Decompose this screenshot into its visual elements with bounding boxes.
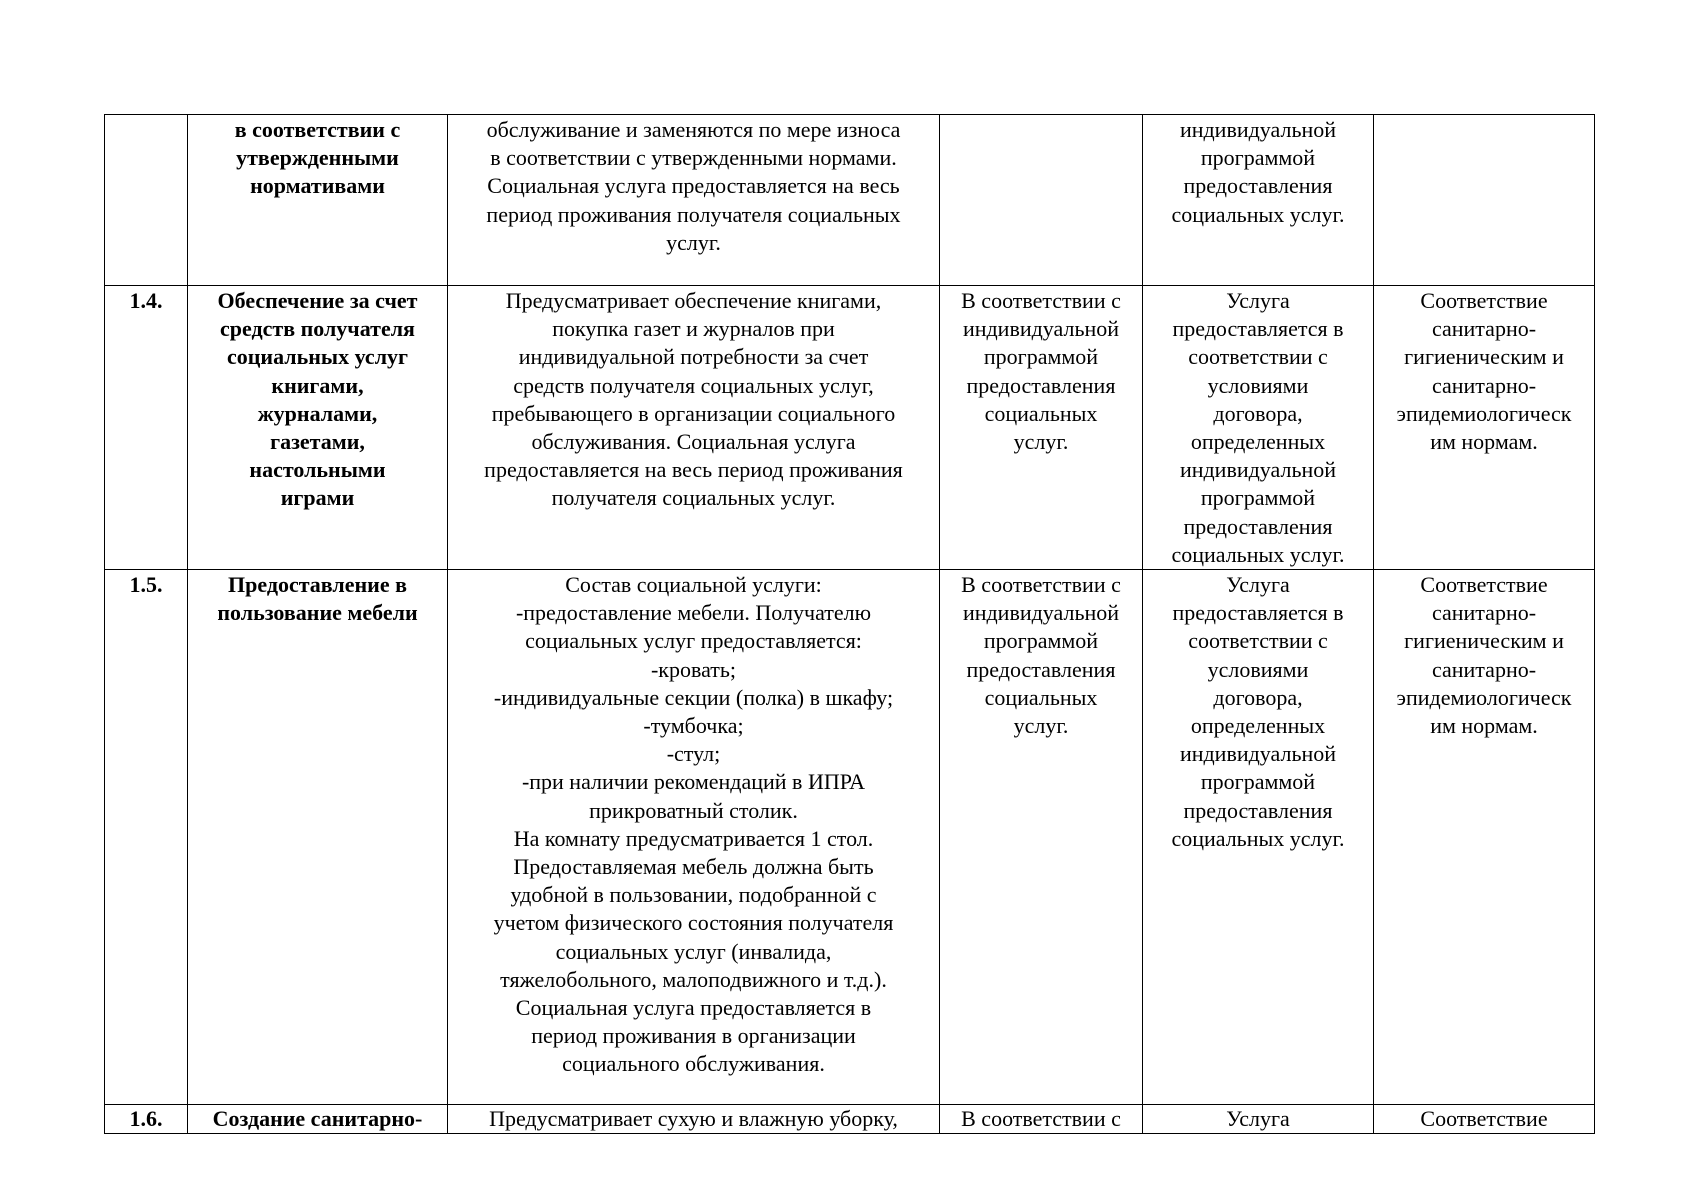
table-row: [105, 570, 1595, 1105]
service-volume: [940, 115, 1143, 286]
service-quality: Соответствие санитарно- гигиеническим и санитарно- эпидемиологическ им нормам.: [1374, 570, 1595, 1105]
service-name: Обеспечение за счет средств получателя социальных услуг книгами, журналами, газетами, настольными играми: [188, 286, 448, 570]
service-name: Создание санитарно-: [188, 1105, 448, 1134]
table-row: [105, 1105, 1595, 1134]
service-quality: [1374, 115, 1595, 286]
service-terms: Услуга: [1143, 1105, 1374, 1134]
service-name: в соответствии с утвержденными нормативами: [188, 115, 448, 286]
service-description: Состав социальной услуги: -предоставление мебели. Получателю социальных услуг предоставляется: -кровать; -индивидуальные секции (полка) в шкафу; -тумбочка; -стул; -при наличии рекомендаций в ИПРА прикроватный столик. На комнату предусматривается 1 стол. Предоставляемая мебель должна быть удобной в пользовании, подобранной с учетом физического состояния получателя социальных услуг (инвалида, тяжелобольного, малоподвижного и т.д.). Социальная услуга предоставляется в период проживания в организации социального обслуживания.: [448, 570, 940, 1105]
service-terms: Услуга предоставляется в соответствии с условиями договора, определенных индивидуальной программой предоставления социальных услуг.: [1143, 286, 1374, 570]
service-terms: Услуга предоставляется в соответствии с условиями договора, определенных индивидуальной программой предоставления социальных услуг.: [1143, 570, 1374, 1105]
service-name: Предоставление в пользование мебели: [188, 570, 448, 1105]
service-volume: В соответствии с индивидуальной программой предоставления социальных услуг.: [940, 570, 1143, 1105]
table-row: [105, 286, 1595, 570]
service-volume: В соответствии с: [940, 1105, 1143, 1134]
service-quality: Соответствие санитарно- гигиеническим и санитарно- эпидемиологическ им нормам.: [1374, 286, 1595, 570]
service-description: обслуживание и заменяются по мере износа в соответствии с утвержденными нормами. Социальная услуга предоставляется на весь период проживания получателя социальных услуг.: [448, 115, 940, 286]
service-description: Предусматривает обеспечение книгами, покупка газет и журналов при индивидуальной потребности за счет средств получателя социальных услуг, пребывающего в организации социального обслуживания. Социальная услуга предоставляется на весь период проживания получателя социальных услуг.: [448, 286, 940, 570]
row-number: 1.5.: [105, 570, 188, 1105]
service-volume: В соответствии с индивидуальной программой предоставления социальных услуг.: [940, 286, 1143, 570]
service-terms: индивидуальной программой предоставления социальных услуг.: [1143, 115, 1374, 286]
services-table: [104, 114, 1595, 1134]
service-quality: Соответствие: [1374, 1105, 1595, 1134]
row-number: 1.6.: [105, 1105, 188, 1134]
table-row: [105, 115, 1595, 286]
service-description: Предусматривает сухую и влажную уборку,: [448, 1105, 940, 1134]
row-number: 1.4.: [105, 286, 188, 570]
row-number: [105, 115, 188, 286]
